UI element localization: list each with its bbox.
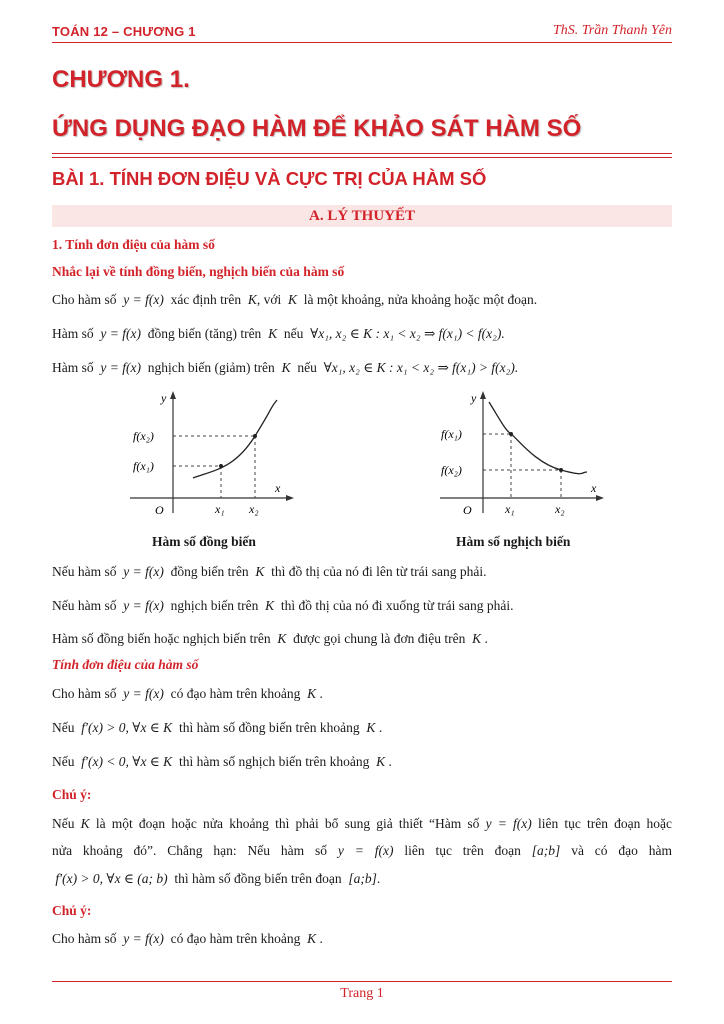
- chapter-title: ỨNG DỤNG ĐẠO HÀM ĐỂ KHẢO SÁT HÀM SỐ: [52, 115, 582, 142]
- footer-rule: [52, 981, 672, 982]
- math-var: K: [265, 598, 275, 613]
- paragraph-decreasing: [52, 359, 672, 377]
- point-1: [509, 432, 513, 436]
- text: Hàm số: [52, 360, 94, 375]
- subheading-monotonicity: Tính đơn điệu của hàm số: [52, 657, 199, 672]
- note-label: Chú ý:: [52, 787, 92, 802]
- text: nghịch biến (giảm) trên: [147, 360, 275, 375]
- math-interval: [a;b]: [348, 871, 377, 886]
- math-expr: ∀x₁, x₂ ∈ K : x₁ < x₂ ⇒ f(x₁) < f(x₂).: [310, 326, 505, 341]
- paragraph-negative-derivative: [52, 753, 672, 771]
- graph-decreasing: [435, 388, 605, 523]
- math-expr: y = f(x): [123, 686, 164, 701]
- text: là một đoạn hoặc nửa khoảng thì phải bổ sung giả thiết “Hàm số: [95, 816, 480, 831]
- text: thì đồ thị của nó đi xuống từ trái sang phải.: [280, 598, 514, 613]
- chapter-rule-thin: [52, 157, 672, 158]
- x2-label: x₂: [249, 502, 259, 516]
- math-expr: f′(x) < 0, ∀x ∈ K: [81, 754, 173, 769]
- text: được gọi chung là đơn điệu trên: [293, 631, 466, 646]
- fx1-label: f(x₁): [441, 427, 462, 441]
- paragraph-note-line1: [52, 815, 672, 833]
- text: Cho hàm số: [52, 686, 117, 701]
- x-axis-arrow: [286, 495, 294, 501]
- x-label: x: [591, 481, 597, 495]
- text: nếu: [283, 326, 304, 341]
- fx1-label: f(x₁): [133, 459, 154, 473]
- y-label: y: [471, 391, 477, 405]
- fx2-label: f(x₂): [441, 463, 462, 477]
- subheading-recall: Nhắc lại về tính đồng biến, nghịch biến của hàm số: [52, 264, 345, 279]
- math-var: K: [268, 326, 278, 341]
- math-var: K: [281, 360, 291, 375]
- text: thì hàm số nghịch biến trên khoảng: [178, 754, 370, 769]
- text: và có đạo hàm: [571, 843, 673, 858]
- math-var: K: [472, 631, 482, 646]
- math-interval: [a;b]: [531, 843, 561, 858]
- x-axis-arrow: [596, 495, 604, 501]
- y-axis-arrow: [170, 391, 176, 399]
- caption-increasing: Hàm số đồng biến: [152, 534, 256, 549]
- math-var: K: [288, 292, 298, 307]
- text: đồng biến trên: [170, 564, 249, 579]
- text: xác định trên: [170, 292, 242, 307]
- math-var: K: [80, 816, 90, 831]
- text: nửa khoảng đó”. Chẳng hạn: Nếu hàm số: [52, 843, 327, 858]
- section-bar: [52, 205, 672, 227]
- chapter-rule: [52, 153, 672, 154]
- lesson-title: BÀI 1. TÍNH ĐƠN ĐIỆU VÀ CỰC TRỊ CỦA HÀM SỐ: [52, 168, 487, 189]
- origin-label: O: [463, 503, 472, 517]
- y-label: y: [161, 391, 167, 405]
- x1-label: x₁: [215, 502, 225, 516]
- math-var: K: [277, 631, 287, 646]
- paragraph-definition: [52, 291, 672, 309]
- text: liên tục trên đoạn hoặc: [537, 816, 673, 831]
- paragraph-graph-up: [52, 563, 672, 581]
- math-expr: y = f(x): [123, 292, 164, 307]
- x1-label: x₁: [505, 502, 515, 516]
- math-expr: f′(x) > 0, ∀x ∈ (a; b): [55, 871, 168, 886]
- paragraph-graph-down: [52, 597, 672, 615]
- text: nếu: [297, 360, 317, 375]
- math-expr: y = f(x): [100, 360, 141, 375]
- page-header: [52, 22, 672, 43]
- math-var: K: [366, 720, 376, 735]
- paragraph-increasing: [52, 325, 672, 343]
- text: thì hàm số đồng biến trên đoạn: [174, 871, 342, 886]
- text: .: [376, 871, 381, 886]
- text: Nếu: [52, 754, 75, 769]
- math-expr: y = f(x): [485, 816, 532, 831]
- x2-label: x₂: [555, 502, 565, 516]
- fx2-label: f(x₂): [133, 429, 154, 443]
- origin-label: O: [155, 503, 164, 517]
- paragraph-derivative: [52, 685, 672, 703]
- math-var: K: [255, 564, 265, 579]
- text: thì hàm số đồng biến trên khoảng: [178, 720, 360, 735]
- math-var: K: [247, 292, 257, 307]
- text: đồng biến (tăng) trên: [147, 326, 262, 341]
- text: Nếu: [52, 720, 75, 735]
- text: .: [319, 931, 323, 946]
- text: Cho hàm số: [52, 931, 117, 946]
- math-expr: y = f(x): [123, 598, 164, 613]
- text: có đạo hàm trên khoảng: [170, 686, 301, 701]
- note-label-2: Chú ý:: [52, 903, 92, 918]
- math-expr: y = f(x): [100, 326, 141, 341]
- math-expr: y = f(x): [123, 931, 164, 946]
- chapter-number: CHƯƠNG 1.: [52, 66, 190, 93]
- y-axis-arrow: [480, 391, 486, 399]
- header-course: TOÁN 12 – CHƯƠNG 1: [52, 24, 196, 39]
- text: .: [378, 720, 383, 735]
- paragraph-note-line3: [52, 870, 672, 888]
- x-label: x: [275, 481, 281, 495]
- paragraph-derivative-2: [52, 930, 672, 948]
- paragraph-positive-derivative: [52, 719, 672, 737]
- text: thì đồ thị của nó đi lên từ trái sang phải.: [271, 564, 487, 579]
- point-2: [253, 434, 257, 438]
- text: .: [388, 754, 392, 769]
- subsection-title: 1. Tính đơn điệu của hàm số: [52, 237, 215, 252]
- text: liên tục trên đoạn: [404, 843, 521, 858]
- paragraph-monotone: [52, 630, 672, 648]
- point-1: [219, 464, 223, 468]
- paragraph-note-line2: [52, 842, 672, 860]
- math-var: K: [376, 754, 386, 769]
- math-expr: y = f(x): [123, 564, 164, 579]
- graph-increasing: [125, 388, 295, 523]
- text: Nếu: [52, 816, 75, 831]
- text: Nếu hàm số: [52, 598, 117, 613]
- text: , với: [256, 292, 282, 307]
- math-expr: f′(x) > 0, ∀x ∈ K: [81, 720, 173, 735]
- decreasing-curve: [489, 402, 587, 474]
- math-expr: y = f(x): [337, 843, 394, 858]
- section-title: A. LÝ THUYẾT: [309, 208, 415, 224]
- math-var: K: [307, 931, 317, 946]
- text: .: [319, 686, 323, 701]
- text: Nếu hàm số: [52, 564, 117, 579]
- text: .: [484, 631, 488, 646]
- caption-decreasing: Hàm số nghịch biến: [456, 534, 571, 549]
- text: là một khoảng, nửa khoảng hoặc một đoạn.: [303, 292, 538, 307]
- text: nghịch biến trên: [170, 598, 259, 613]
- text: Hàm số đồng biến hoặc nghịch biến trên: [52, 631, 271, 646]
- math-expr: ∀x₁, x₂ ∈ K : x₁ < x₂ ⇒ f(x₁) > f(x₂).: [323, 360, 519, 375]
- math-var: K: [307, 686, 317, 701]
- point-2: [559, 468, 563, 472]
- text: Cho hàm số: [52, 292, 117, 307]
- text: có đạo hàm trên khoảng: [170, 931, 301, 946]
- page-number: Trang 1: [340, 986, 384, 1001]
- header-author: ThS. Trần Thanh Yên: [552, 23, 672, 38]
- text: Hàm số: [52, 326, 94, 341]
